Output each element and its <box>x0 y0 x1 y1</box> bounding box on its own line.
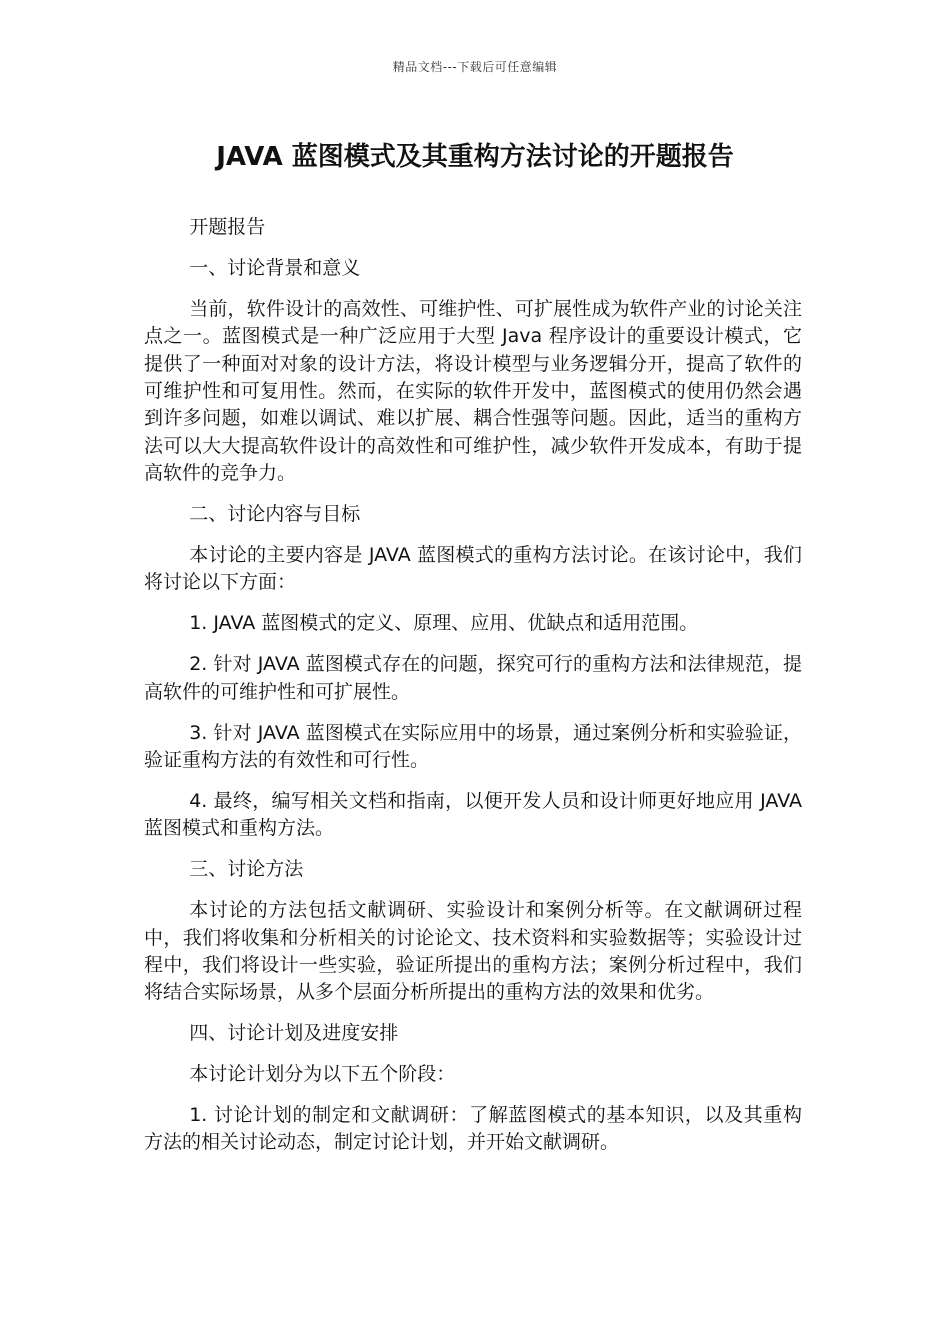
list-item-content-2: 2. 针对 JAVA 蓝图模式存在的问题，探究可行的重构方法和法律规范，提高软件的可维护性和可扩展性。 <box>144 653 802 703</box>
paragraph-background: 当前，软件设计的高效性、可维护性、可扩展性成为软件产业的讨论关注点之一。蓝图模式是一种广泛应用于大型 Java 程序设计的重要设计模式，它提供了一种面对对象的设计方法，将设计模型与业务逻辑分开，提高了软件的可维护性和可复用性。然而，在实际的软件开发中，蓝图模式的使用仍然会遇到许多问题，如难以调试、难以扩展、耦合性强等问题。因此，适当的重构方法可以大大提高软件设计的高效性和可维护性，减少软件开发成本，有助于提高软件的竞争力。 <box>144 297 802 485</box>
document-title: JAVA 蓝图模式及其重构方法讨论的开题报告 <box>216 142 734 172</box>
document-body <box>144 214 802 1170</box>
section-heading-content-goals: 二、讨论内容与目标 <box>189 503 361 526</box>
list-item-content-3: 3. 针对 JAVA 蓝图模式在实际应用中的场景，通过案例分析和实验验证，验证重构方法的有效性和可行性。 <box>144 721 802 771</box>
section-heading-schedule: 四、讨论计划及进度安排 <box>189 1022 399 1045</box>
header-note: 精品文档---下载后可任意编辑 <box>392 60 558 74</box>
list-item-content-4: 4. 最终，编写相关文档和指南，以便开发人员和设计师更好地应用 JAVA 蓝图模式和重构方法。 <box>144 789 802 840</box>
paragraph-methods: 本讨论的方法包括文献调研、实验设计和案例分析等。在文献调研过程中，我们将收集和分析相关的讨论论文、技术资料和实验数据等；实验设计过程中，我们将设计一些实验，验证所提出的重构方法；案例分析过程中，我们将结合实际场景，从多个层面分析所提出的重构方法的效果和优劣。 <box>144 899 802 1004</box>
section-heading-background: 一、讨论背景和意义 <box>189 256 361 279</box>
section-heading-methods: 三、讨论方法 <box>189 858 304 881</box>
paragraph-content-intro: 本讨论的主要内容是 JAVA 蓝图模式的重构方法讨论。在该讨论中，我们将讨论以下方面： <box>144 544 802 594</box>
list-item-schedule-1: 1. 讨论计划的制定和文献调研：了解蓝图模式的基本知识，以及其重构方法的相关讨论动态，制定讨论计划，并开始文献调研。 <box>144 1104 802 1154</box>
section-heading-proposal: 开题报告 <box>189 216 266 238</box>
paragraph-schedule-intro: 本讨论计划分为以下五个阶段： <box>189 1063 456 1086</box>
list-item-content-1: 1. JAVA 蓝图模式的定义、原理、应用、优缺点和适用范围。 <box>189 612 699 635</box>
